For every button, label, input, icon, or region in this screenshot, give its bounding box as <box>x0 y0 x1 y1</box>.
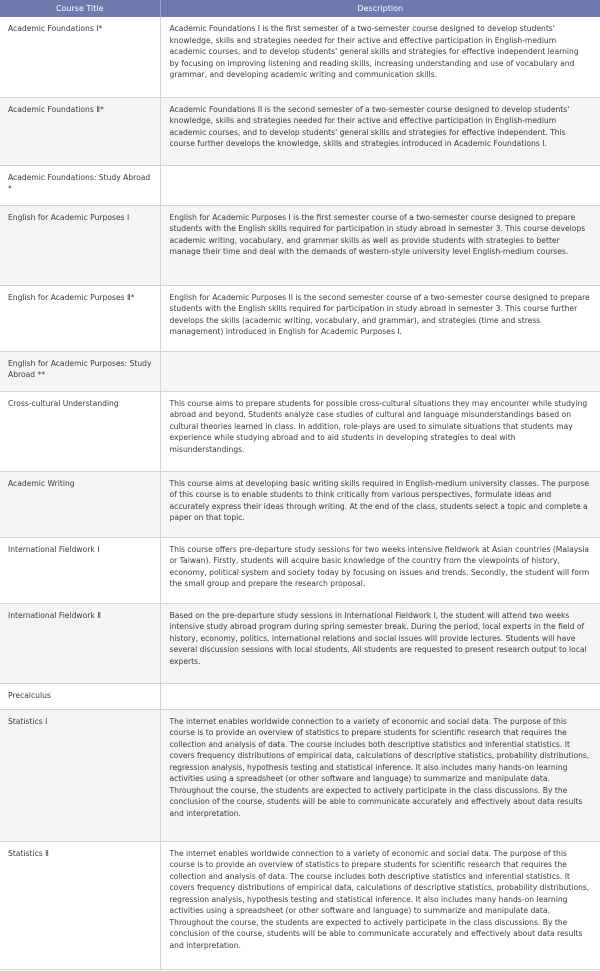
course-title-cell: International Fieldwork Ⅱ <box>0 603 160 683</box>
course-description-cell: The internet enables worldwide connection to a variety of economic and social data. The purpose of this course is to provide an overview of statistics to prepare students for scientific research that requires the collection and analysis of data. The course includes both descriptive statistics and inferential statistics. It covers frequency distributions of empirical data, calculations of descriptive statistics, probability distributions, regression analysis, hypothesis testing and statistical inference. It also includes many hands-on learning activities using a spreadsheet (or other software and language) to summarize and manipulate data. Throughout the course, the students are expected to actively participate in the class discussions. By the conclusion of the course, students will be able to communicate accurately and effectively about data results and interpretation. <box>160 709 600 841</box>
course-title-cell: Academic Writing <box>0 471 160 537</box>
course-title-cell: International Fieldwork Ⅰ <box>0 537 160 603</box>
table-row <box>0 205 600 285</box>
course-description-cell: The internet enables worldwide connection to a variety of economic and social data. The purpose of this course is to provide an overview of statistics to prepare students for scientific research that requires the collection and analysis of data. The course includes both descriptive statistics and inferential statistics. It covers frequency distributions of empirical data, calculations of descriptive statistics, probability distributions, regression analysis, hypothesis testing and statistical inference. It also includes many hands-on learning activities using a spreadsheet (or other software and language) to summarize and manipulate data. Throughout the course, the students are expected to actively participate in the class discussions. By the conclusion of the course, students will be able to communicate accurately and effectively about data results and interpretation. <box>160 841 600 969</box>
course-description-cell: English for Academic Purposes I is the first semester course of a two-semester course designed to prepare students with the English skills required for participation in study abroad in semester 3. This course develops academic writing, vocabulary, and grammar skills as well as provide students with strategies to better manage their time and deal with the demands of western-style university level English-medium courses. <box>160 205 600 285</box>
table-row <box>0 603 600 683</box>
course-title-cell: Cross-cultural Understanding <box>0 391 160 471</box>
table-row <box>0 165 600 205</box>
course-title-cell: Academic Foundations: Study Abroad * <box>0 165 160 205</box>
course-title-cell: Statistics Ⅱ <box>0 841 160 969</box>
course-description-cell: This course aims to prepare students for possible cross-cultural situations they may encounter while studying abroad and beyond. Students analyze case studies of cultural and language misunderstandings based on cultural theories learned in class. In addition, role-plays are used to simulate situations that students may experience while studying abroad and to aid students in developing strategies to deal with misunderstandings. <box>160 391 600 471</box>
course-description-cell: English for Academic Purposes II is the second semester course of a two-semester course designed to prepare students with the English skills required for participation in study abroad in semester 3. This course further develops the skills (academic writing, vocabulary, and grammar), and strategies (time and stress management) introduced in English for Academic Purposes I. <box>160 285 600 351</box>
course-title-cell: English for Academic Purposes Ⅰ <box>0 205 160 285</box>
table-row <box>0 709 600 841</box>
table-body <box>0 17 600 969</box>
course-description-cell: Academic Foundations I is the first semester of a two-semester course designed to develop students' knowledge, skills and strategies needed for their active and effective participation in English-medium academic courses, and to develop students' general skills and strategies for effective independent learning by focusing on improving listening and reading skills, increasing understanding and use of vocabulary and grammar, and developing academic writing and communication skills. <box>160 17 600 97</box>
table-header <box>0 0 600 17</box>
course-title-header: Course Title <box>0 0 160 17</box>
course-description-cell <box>160 165 600 205</box>
course-title-cell: Statistics Ⅰ <box>0 709 160 841</box>
course-description-cell <box>160 351 600 391</box>
table-row <box>0 351 600 391</box>
course-title-cell: Academic Foundations Ⅰ* <box>0 17 160 97</box>
course-description-cell: Based on the pre-departure study sessions in International Fieldwork I, the student will attend two weeks intensive study abroad program during spring semester break. During the period, local experts in the field of history, economy, politics, international relations and social issues will provide lectures. Students will have several discussion sessions with local students. All students are requested to present research output to local experts. <box>160 603 600 683</box>
table-row <box>0 285 600 351</box>
course-description-cell: This course aims at developing basic writing skills required in English-medium university classes. The purpose of this course is to enable students to think critically from various perspectives, formulate ideas and accurately express their ideas through writing. At the end of the class, students select a topic and complete a paper on that topic. <box>160 471 600 537</box>
course-description-cell: Academic Foundations II is the second semester of a two-semester course designed to develop students' knowledge, skills and strategies needed for their active and effective participation in English-medium academic courses, and to develop students' general skills and strategies for effective independent. This course further develops the knowledge, skills and strategies introduced in Academic Foundations I. <box>160 97 600 165</box>
table-row <box>0 17 600 97</box>
table-row <box>0 471 600 537</box>
course-description-cell: This course offers pre-departure study sessions for two weeks intensive fieldwork at Asian countries (Malaysia or Taiwan). Firstly, students will acquire basic knowledge of the country from the viewpoints of history, economy, political system and society today by focusing on issues and trends. Secondly, the student will form the small group and prepare the research proposal. <box>160 537 600 603</box>
course-title-cell: English for Academic Purposes: Study Abroad ** <box>0 351 160 391</box>
table-row <box>0 97 600 165</box>
description-header: Description <box>160 0 600 17</box>
table-row <box>0 537 600 603</box>
course-title-cell: Precalculus <box>0 683 160 709</box>
course-description-cell <box>160 683 600 709</box>
course-title-cell: English for Academic Purposes Ⅱ* <box>0 285 160 351</box>
header-row <box>0 0 600 17</box>
table-row <box>0 841 600 969</box>
table-row <box>0 391 600 471</box>
table-row <box>0 683 600 709</box>
course-title-cell: Academic Foundations Ⅱ* <box>0 97 160 165</box>
